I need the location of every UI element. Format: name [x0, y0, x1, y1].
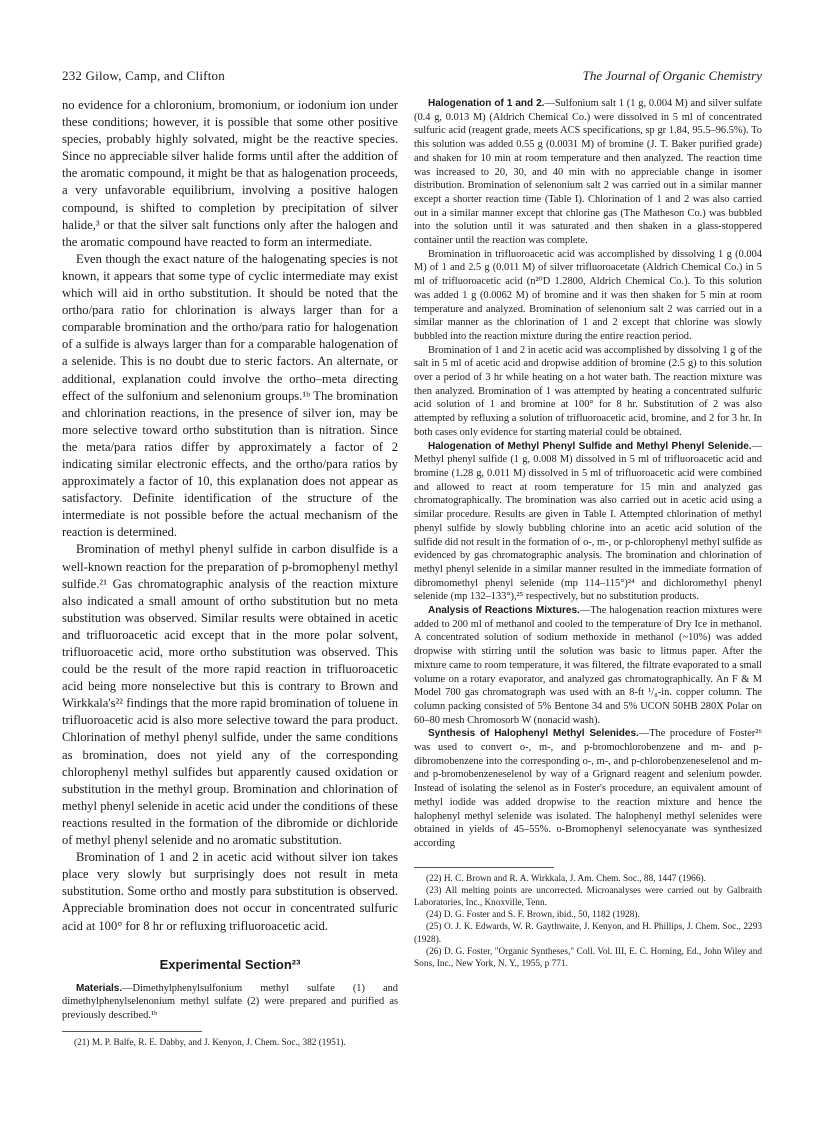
body-paragraph: no evidence for a chloronium, bromonium, or iodonium ion under these conditions; however, it is possible that some other positive species, probably highly solvated, might be the reactive species. Since no appreciable silver halide forms until after the addition of the aromatic compound, it might be that as halogenation proceeds, a very unfavorable equilibrium, involving a positive halogen compound, is shifted to completion by precipitation of silver halide,³ or that the silver salt functions only after the halogen and the aromatic compound have reacted to form an intermediate.: [62, 98, 398, 249]
experimental-paragraph: [414, 248, 762, 344]
paragraph-text: —The procedure of Foster²⁶ was used to convert o-, m-, and p-bromochlorobenzene and m- and p-dibromobenzene into the corresponding o-, m-, and p-chlorobenzeneselenol and m- and p-bromobenzeneselenol by way of a Grignard reagent and selenium powder. Instead of isolating the selenol as in Foster's procedure, an equivalent amount of methyl iodide was added dropwise to the reaction mixture and hence the halophenyl methyl selenide was isolated. The halophenyl methyl selenides were obtained in yields of 45–55%. o-Bromophenyl selenocyanate was synthesized according: [414, 728, 762, 849]
right-column: [414, 97, 762, 1100]
section-title: Experimental Section²³: [159, 956, 301, 972]
paragraph-heading: Halogenation of Methyl Phenyl Sulfide and Methyl Phenyl Selenide.: [428, 440, 752, 452]
footnote: (25) O. J. K. Edwards, W. R. Gaythwaite, J. Kenyon, and H. Phillips, J. Chem. Soc., 2293 (1928).: [414, 922, 762, 945]
footnote: (21) M. P. Balfe, R. E. Dabby, and J. Kenyon, J. Chem. Soc., 382 (1951).: [74, 1037, 346, 1048]
experimental-paragraph: [414, 344, 762, 440]
footnote: (24) D. G. Foster and S. F. Brown, ibid., 50, 1182 (1928).: [426, 910, 640, 921]
footnotes-right: [414, 873, 762, 971]
body-paragraph: Even though the exact nature of the halogenating species is not known, it appears that some type of cyclic intermediate may exist which will aid in ortho substitution. It should be noted that the ortho/para ratio for chlorination is always larger than for a comparable bromination and the ortho/para ratio for halogenation of a sulfide is always larger than for a comparable halogenation of a selenide. This is no doubt due to steric factors. An alternate, or additional, explanation could involve the ortho–meta directing effect of the sulfonium and selenonium groups.¹ᵇ The bromination and chlorination reactions, in the presence of silver ion, may be more selective toward ortho substitution than is nitration. Since the meta/para ratios differ by approximately a factor of 2 indicating similar electronic effects, and the ortho/para ratios by approximately a factor of 10, this explanation does not appear as satisfactory. Definite identification of the structure of the intermediate is not possible before the actual mechanism of the reaction is determined.: [62, 251, 398, 540]
discussion-text: [62, 97, 398, 935]
page-number-and-authors: 232 Gilow, Camp, and Clifton: [62, 68, 225, 83]
materials-text: —Dimethylphenylsulfonium methyl sulfate (1) and dimethylphenylselenonium methyl sulfate (2) were prepared and purified as previously described.¹ᵇ: [62, 982, 398, 1021]
running-head: [62, 68, 762, 88]
body-paragraph: Bromination of methyl phenyl sulfide in carbon disulfide is a well-known reaction for the preparation of p-bromophenyl methyl sulfide.²¹ Gas chromatographic analysis of the reaction mixture also indicated a small amount of ortho substitution but no meta substitution was observed. Similar results were obtained in acetic and trifluoroacetic acid except that in the more polar solvent, trifluoroacetic acid, more ortho substitution was observed. This could be the result of the more rapid reaction in trifluoroacetic acid being more nonselective but this is contrary to Brown and Wirkkala's²² findings that the more rapid bromination of toluene in trifluoroacetic acid is also more selective toward the para product. Chlorination of methyl phenyl sulfide, under the same conditions as bromination, does not yield any of the corresponding chlorophenyl methyl sulfides but apparently caused oxidation or substitution in the methyl group. Bromination and chlorination of methyl phenyl selenide in acetic acid under the conditions of these reactions resulted in the formation of the dibromide or dichloride of methyl phenyl selenide and no aromatic substitution.: [62, 542, 398, 848]
paragraph-text: Bromination of 1 and 2 in acetic acid was accomplished by dissolving 1 g of the salt in 5 ml of acetic acid and dropwise addition of bromine (2.5 g) to this solution over a period of 3 hr while heating on a hot water bath. The reaction mixture was then analyzed. Bromination of 1 was attempted by heating a concentrated sulfuric acid solution of 1 and bromine at 100° for 8 hr. Substitution of 2 was also attempted by refluxing a solution of trifluoroacetic acid, bromine, and 2 for 3 hr. In both cases only evidence for starting material could be obtained.: [414, 344, 762, 438]
materials-paragraph: [62, 982, 398, 1023]
left-column: [62, 97, 398, 1100]
experimental-paragraph: [414, 440, 762, 604]
materials-heading: Materials.: [76, 982, 123, 994]
footnote: (22) H. C. Brown and R. A. Wirkkala, J. Am. Chem. Soc., 88, 1447 (1966).: [426, 873, 706, 884]
footnote-divider: [62, 1031, 202, 1032]
footnote: (23) All melting points are uncorrected. Microanalyses were carried out by Galbraith Laboratories, Inc., Knoxville, Tenn.: [414, 885, 762, 909]
paragraph-heading: Halogenation of 1 and 2.: [428, 98, 545, 109]
experimental-paragraph: [414, 727, 762, 850]
journal-title: The Journal of Organic Chemistry: [582, 68, 762, 83]
paragraph-heading: Synthesis of Halophenyl Methyl Selenides.: [428, 728, 639, 740]
body-paragraph: Bromination of 1 and 2 in acetic acid without silver ion takes place very slowly but surprisingly does not result in meta substitution. Some ortho and mostly para substitution is observed. Appreciable bromination does not occur in concentrated sulfuric acid at 100° for 8 hr or refluxing trifluoroacetic acid.: [62, 850, 398, 933]
experimental-paragraph: [414, 604, 762, 727]
paragraph-text: Bromination in trifluoroacetic acid was accomplished by dissolving 1 g (0.004 M) of 1 and 2.5 g (0.011 M) of silver trifluoroacetate (Aldrich Chemical Co.) in 5 ml of trifluoroacetic acid (n²⁰D 1.2800, Aldrich Chemical Co.). To this solution was added 1 g (0.0062 M) of bromine and it was then shaken for 5 min at room temperature and analyzed. Bromination of selenonium salt 2 was carried out in a similar manner as the chlorination of 1 and 2 except that chlorine was slowly bubbled into the reaction mixture during the entire reaction period.: [414, 248, 762, 342]
paragraph-text: —The halogenation reaction mixtures were added to 200 ml of methanol and cooled to the temperature of Dry Ice in methanol. A concentrated solution of sodium methoxide in methanol (~10%) was added dropwise with stirring until the solution was basic to litmus paper. After the mixture came to room temperature, it was filtered, the filtrate evaporated to a small volume on a rotary evaporator, and analyzed gas chromatographically. An F & M Model 700 gas chromatograph was used with an 8-ft ¹/₈-in. copper column. The column packing consisted of 5% Bentone 34 and 5% UCON 50HB 280X Polar on 60–80 mesh Chromosorb W (nonacid wash).: [414, 605, 762, 726]
footnote-divider: [414, 867, 554, 868]
experimental-paragraph: [414, 97, 762, 248]
paragraph-text: —Sulfonium salt 1 (1 g, 0.004 M) and silver sulfate (0.4 g, 0.013 M) (Aldrich Chemical Co.) were dissolved in 5 ml of concentrated sulfuric acid (reagent grade, meets ACS specifications, sp gr 1.84, 95.5–96.5%). To this solution was added 0.55 g (0.0031 M) of bromine (J. T. Baker purified grade) and shaken for 10 min at room temperature and then analyzed. The reaction time was increased to 20, 30, and 40 min with no appreciable change in isomer distribution. Bromination of selenonium salt 2 was carried out in a similar manner except a shorter reaction time (Table I). Chlorination of 1 and 2 was also carried out in a similar manner except that chlorine gas (The Matheson Co.) was bubbled into the solution until it was saturated and then shaken in a glass-stoppered container until the reaction was complete.: [414, 98, 762, 247]
footnote: (26) D. G. Foster, "Organic Syntheses," Coll. Vol. III, E. C. Horning, Ed., John Wiley and Sons, Inc., New York, N. Y., 1955, p 771.: [414, 946, 762, 970]
paragraph-heading: Analysis of Reactions Mixtures.: [428, 605, 580, 617]
footnotes-left: [62, 1037, 398, 1049]
experimental-text: [414, 97, 762, 851]
paragraph-text: —Methyl phenyl sulfide (1 g, 0.008 M) dissolved in 5 ml of trifluoroacetic acid and bromine (1.28 g, 0.011 M) dissolved in 5 ml of trifluoroacetic acid were combined and allowed to react at room temperature for 15 min and analyzed gas chromatographically. The bromination was also carried out in acetic acid using a similar procedure. Results are given in Table I. Attempted chlorination of methyl phenyl sulfide by slowly bubbling chlorine into an acetic acid solution of the sulfide did not result in the formation of o-, m-, or p-chlorophenyl methyl sulfide as evidenced by gas chromatographic analysis. The bromination and chlorination of methyl phenyl selenide in a similar manner resulted in the immediate formation of dibromomethyl phenyl selenide (mp 114–115°)²⁴ and dichloromethyl phenyl selenide (mp 132–133°),²⁵ respectively, but no substitution products.: [414, 440, 762, 603]
